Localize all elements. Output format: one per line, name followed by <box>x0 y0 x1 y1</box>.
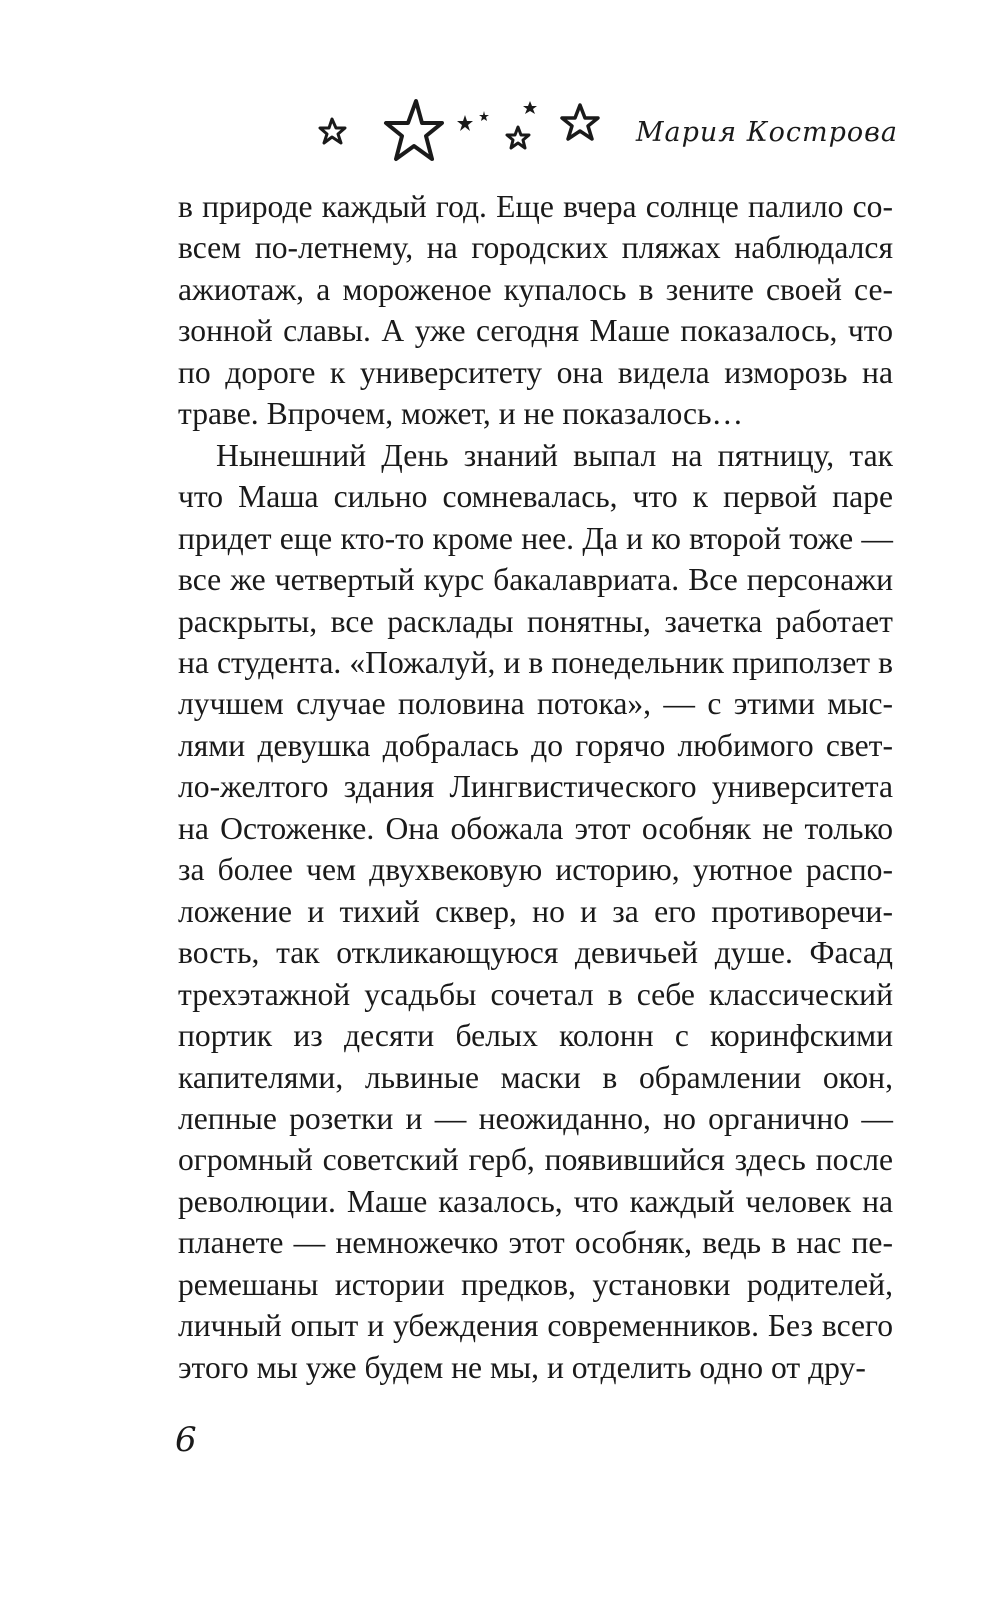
paragraph: в природе каждый год. Еще вчера солнце палило совсем по-летнему, на городских пляжах наблюдался ажиотаж, а мороженое купалось в зените своей сезонной славы. А уже сегодня Маше показалось, что по дороге к университету она видела изморозь на траве. Впрочем, может, и не показалось… <box>178 189 893 432</box>
body-text <box>178 186 893 1388</box>
paragraph: Нынешний День знаний выпал на пятницу, так что Маша сильно сомневалась, что к первой паре придет еще кто-то кроме нее. Да и ко второй тоже — все же четвертый курс бакалавриата. Все персонажи раскрыты, все расклады понятны, зачетка работает на студента. «Пожалуй, и в понедельник приползет в лучшем случае половина потока», — с этими мыслями девушка добралась до горячо любимого светло-желтого здания Лингвистического университета на Остоженке. Она обожала этот особняк не только за более чем двухвековую историю, уютное расположение и тихий сквер, но и за его противоречивость, так откликающуюся девичьей душе. Фасад трехэтажной усадьбы сочетал в себе классический портик из десяти белых колонн с коринфскими капителями, львиные маски в обрамлении окон, лепные розетки и — неожиданно, но органично — огромный советский герб, появившийся здесь после революции. Маше казалось, что каждый человек на планете — немножечко этот особняк, ведь в нас перемешаны истории предков, установки родителей, личный опыт и убеждения современников. Без всего этого мы уже будем не мы, и отделить одно от дру- <box>178 437 893 1385</box>
running-head-author: Мария Кострова <box>635 117 898 148</box>
page-header <box>0 95 1000 185</box>
stars-ornament-icon <box>318 95 618 185</box>
page-number: 6 <box>175 1420 197 1460</box>
